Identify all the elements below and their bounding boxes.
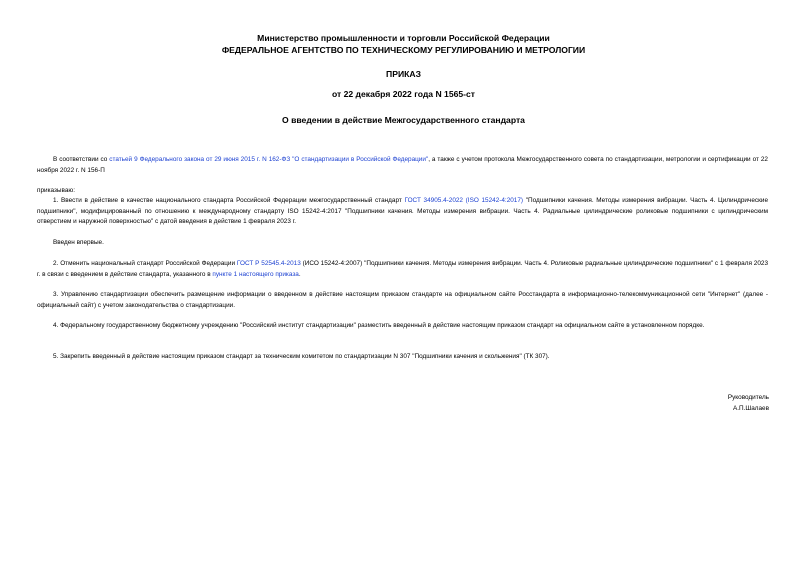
document-date-number: от 22 декабря 2022 года N 1565-ст — [331, 89, 476, 99]
intro-suffix: , а также с учетом протокола Межгосударственного совета по стандартизации, метрологии и сертификации от 22 ноября 2022 г. N 156-П — [37, 156, 768, 174]
federal-law-link[interactable]: статьей 9 Федерального закона от 29 июня 2015 г. N 162-ФЗ "О стандартизации в Российской Федерации" — [109, 156, 429, 163]
item-1-prefix: 1. Ввести в действие в качестве национального стандарта Российской Федерации межгосударственный стандарт — [53, 197, 405, 204]
order-word: приказываю: — [37, 187, 75, 194]
signature-name: А.П.Шалаев — [732, 405, 769, 412]
agency-title: ФЕДЕРАЛЬНОЕ АГЕНТСТВО ПО ТЕХНИЧЕСКОМУ РЕГУЛИРОВАНИЮ И МЕТРОЛОГИИ — [221, 45, 586, 55]
introduced-first-note: Введен впервые. — [53, 239, 104, 246]
intro-prefix: В соответствии со — [53, 156, 110, 163]
item-1-reference-link[interactable]: пункте 1 настоящего приказа — [212, 270, 299, 278]
item-4-paragraph: 4. Федеральному государственному бюджетному учреждению "Российский институт стандартизации" разместить введенный в действие настоящим приказом стандарт на официальном сайте в установленном порядке. — [53, 322, 705, 329]
item-2-middle: (ИСО 15242-4:2007) "Подшипники качения. Методы измерения вибрации. Часть 4. Роликовые радиальные цилиндрические подшипники" с 1 февраля 2023 г. в связи с введением в действие стандарта, указанного в — [37, 260, 769, 278]
item-5-paragraph: 5. Закрепить введенный в действие настоящим приказом стандарт за техническим комитетом по стандартизации N 307 "Подшипники качения и скольжения" (ТК 307). — [53, 353, 550, 360]
item-2-suffix: . — [298, 270, 301, 278]
signature-role: Руководитель — [727, 394, 769, 401]
document-type: ПРИКАЗ — [386, 69, 421, 79]
item-2-paragraph — [37, 259, 768, 280]
item-1-suffix: "Подшипники качения. Методы измерения вибрации. Часть 4. Цилиндрические подшипники", модифицированный по отношению к международному стандарту ISO 15242-4:2017 "Подшипники качения. Методы измерения вибрации. Часть 4. Радиальные цилиндрические роликовые подшипники с цилиндрическим отверстием и наружной поверхностью" с датой введения в действие 1 февраля 2023 г. — [37, 197, 768, 225]
document-subject: О введении в действие Межгосударственного стандарта — [282, 115, 525, 125]
item-1-paragraph — [37, 196, 768, 228]
gost-34905-link[interactable]: ГОСТ 34905.4-2022 (ISO 15242-4:2017) — [404, 197, 524, 204]
intro-paragraph — [37, 155, 768, 176]
ministry-title: Министерство промышленности и торговли Российской Федерации — [257, 33, 550, 43]
item-2-prefix: 2. Отменить национальный стандарт Российской Федерации — [53, 260, 237, 267]
item-3-paragraph: 3. Управлению стандартизации обеспечить размещение информации о введенном в действие настоящим приказом стандарте на официальном сайте Росстандарта в информационно-телекоммуникационной сети "Интернет" (далее - официальный сайт) с учетом законодательства о стандартизации. — [37, 291, 768, 309]
gost-r-52545-link[interactable]: ГОСТ Р 52545.4-2013 — [236, 260, 301, 267]
